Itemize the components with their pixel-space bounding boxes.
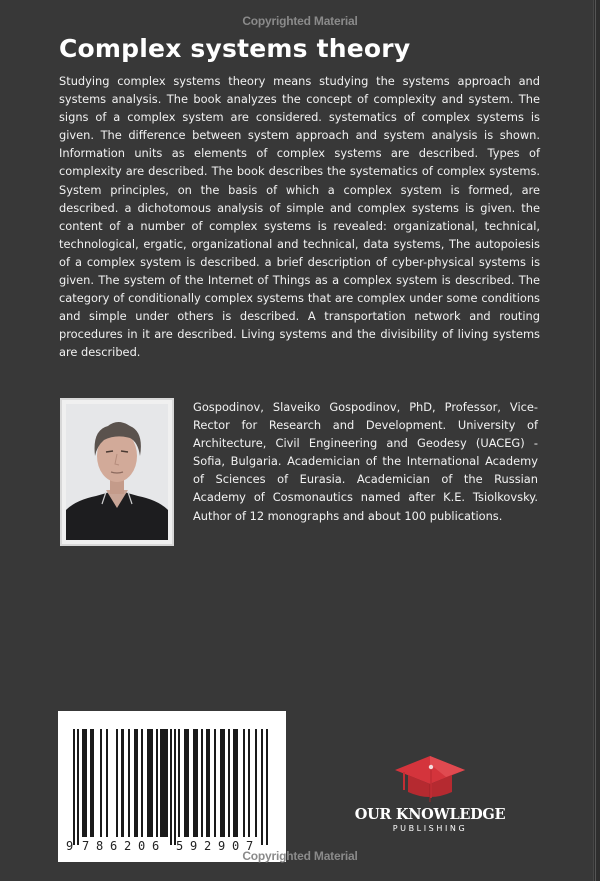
barcode-digit: 7 xyxy=(82,839,90,853)
barcode-digit: 5 xyxy=(176,839,184,853)
barcode-digit: 2 xyxy=(204,839,212,853)
isbn-barcode xyxy=(58,711,286,862)
barcode-digit: 7 xyxy=(246,839,254,853)
barcode-digit: 6 xyxy=(110,839,118,853)
graduation-cap-icon xyxy=(350,750,510,806)
barcode-digit: 0 xyxy=(138,839,146,853)
publisher-subtitle: PUBLISHING xyxy=(392,824,468,833)
book-description: Studying complex systems theory means studying the systems approach and systems analysis. The book analyzes the concept of complexity and system. The signs of a complex system are considered. systematics of complex systems is given. The difference between system approach and system analysis is shown. Information units as elements of complex systems are described. Types of complexity are described. The book describes the systematics of complex systems. System principles, on the basis of which a complex system is formed, are described. a dichotomous analysis of simple and complex systems is given. the content of a number of complex systems is revealed: organizational, technical, technological, ergatic, organizational and technical, data systems, The autopoiesis of a complex system is described. a brief description of cyber-physical systems is given. The system of the Internet of Things as a complex system is described. The category of conditionally complex systems that are complex under some conditions and simple under others is described. A transportation network and routing procedures in it are described. Living systems and the divisibility of living systems are described. xyxy=(59,74,540,360)
author-bio: Gospodinov, Slaveiko Gospodinov, PhD, Professor, Vice-Rector for Research and Development. University of Architecture, Civil Engineering and Geodesy (UACEG) - Sofia, Bulgaria. Academician of the International Academy of Sciences of Eurasia. Academician of the Russian Academy of Cosmonautics named after K.E. Tsiolkovsky. Author of 12 monographs and about 100 publications. xyxy=(193,400,538,523)
author-photo-frame xyxy=(60,398,174,546)
barcode-digit: 2 xyxy=(124,839,132,853)
author-portrait-icon xyxy=(66,404,168,540)
copyright-watermark-top: Copyrighted Material xyxy=(242,14,358,28)
barcode-digit: 0 xyxy=(232,839,240,853)
barcode-digit: 8 xyxy=(96,839,104,853)
barcode-icon xyxy=(73,729,273,845)
book-title: Complex systems theory xyxy=(59,34,411,63)
author-photo xyxy=(66,404,168,540)
copyright-watermark-bottom: Copyrighted Material xyxy=(242,849,358,863)
spine-line xyxy=(595,0,596,881)
barcode-digit: 9 xyxy=(190,839,198,853)
barcode-digit: 9 xyxy=(66,839,74,853)
barcode-digit: 6 xyxy=(152,839,160,853)
barcode-digit: 9 xyxy=(218,839,226,853)
publisher-name: OUR KNOWLEDGE xyxy=(354,806,506,823)
